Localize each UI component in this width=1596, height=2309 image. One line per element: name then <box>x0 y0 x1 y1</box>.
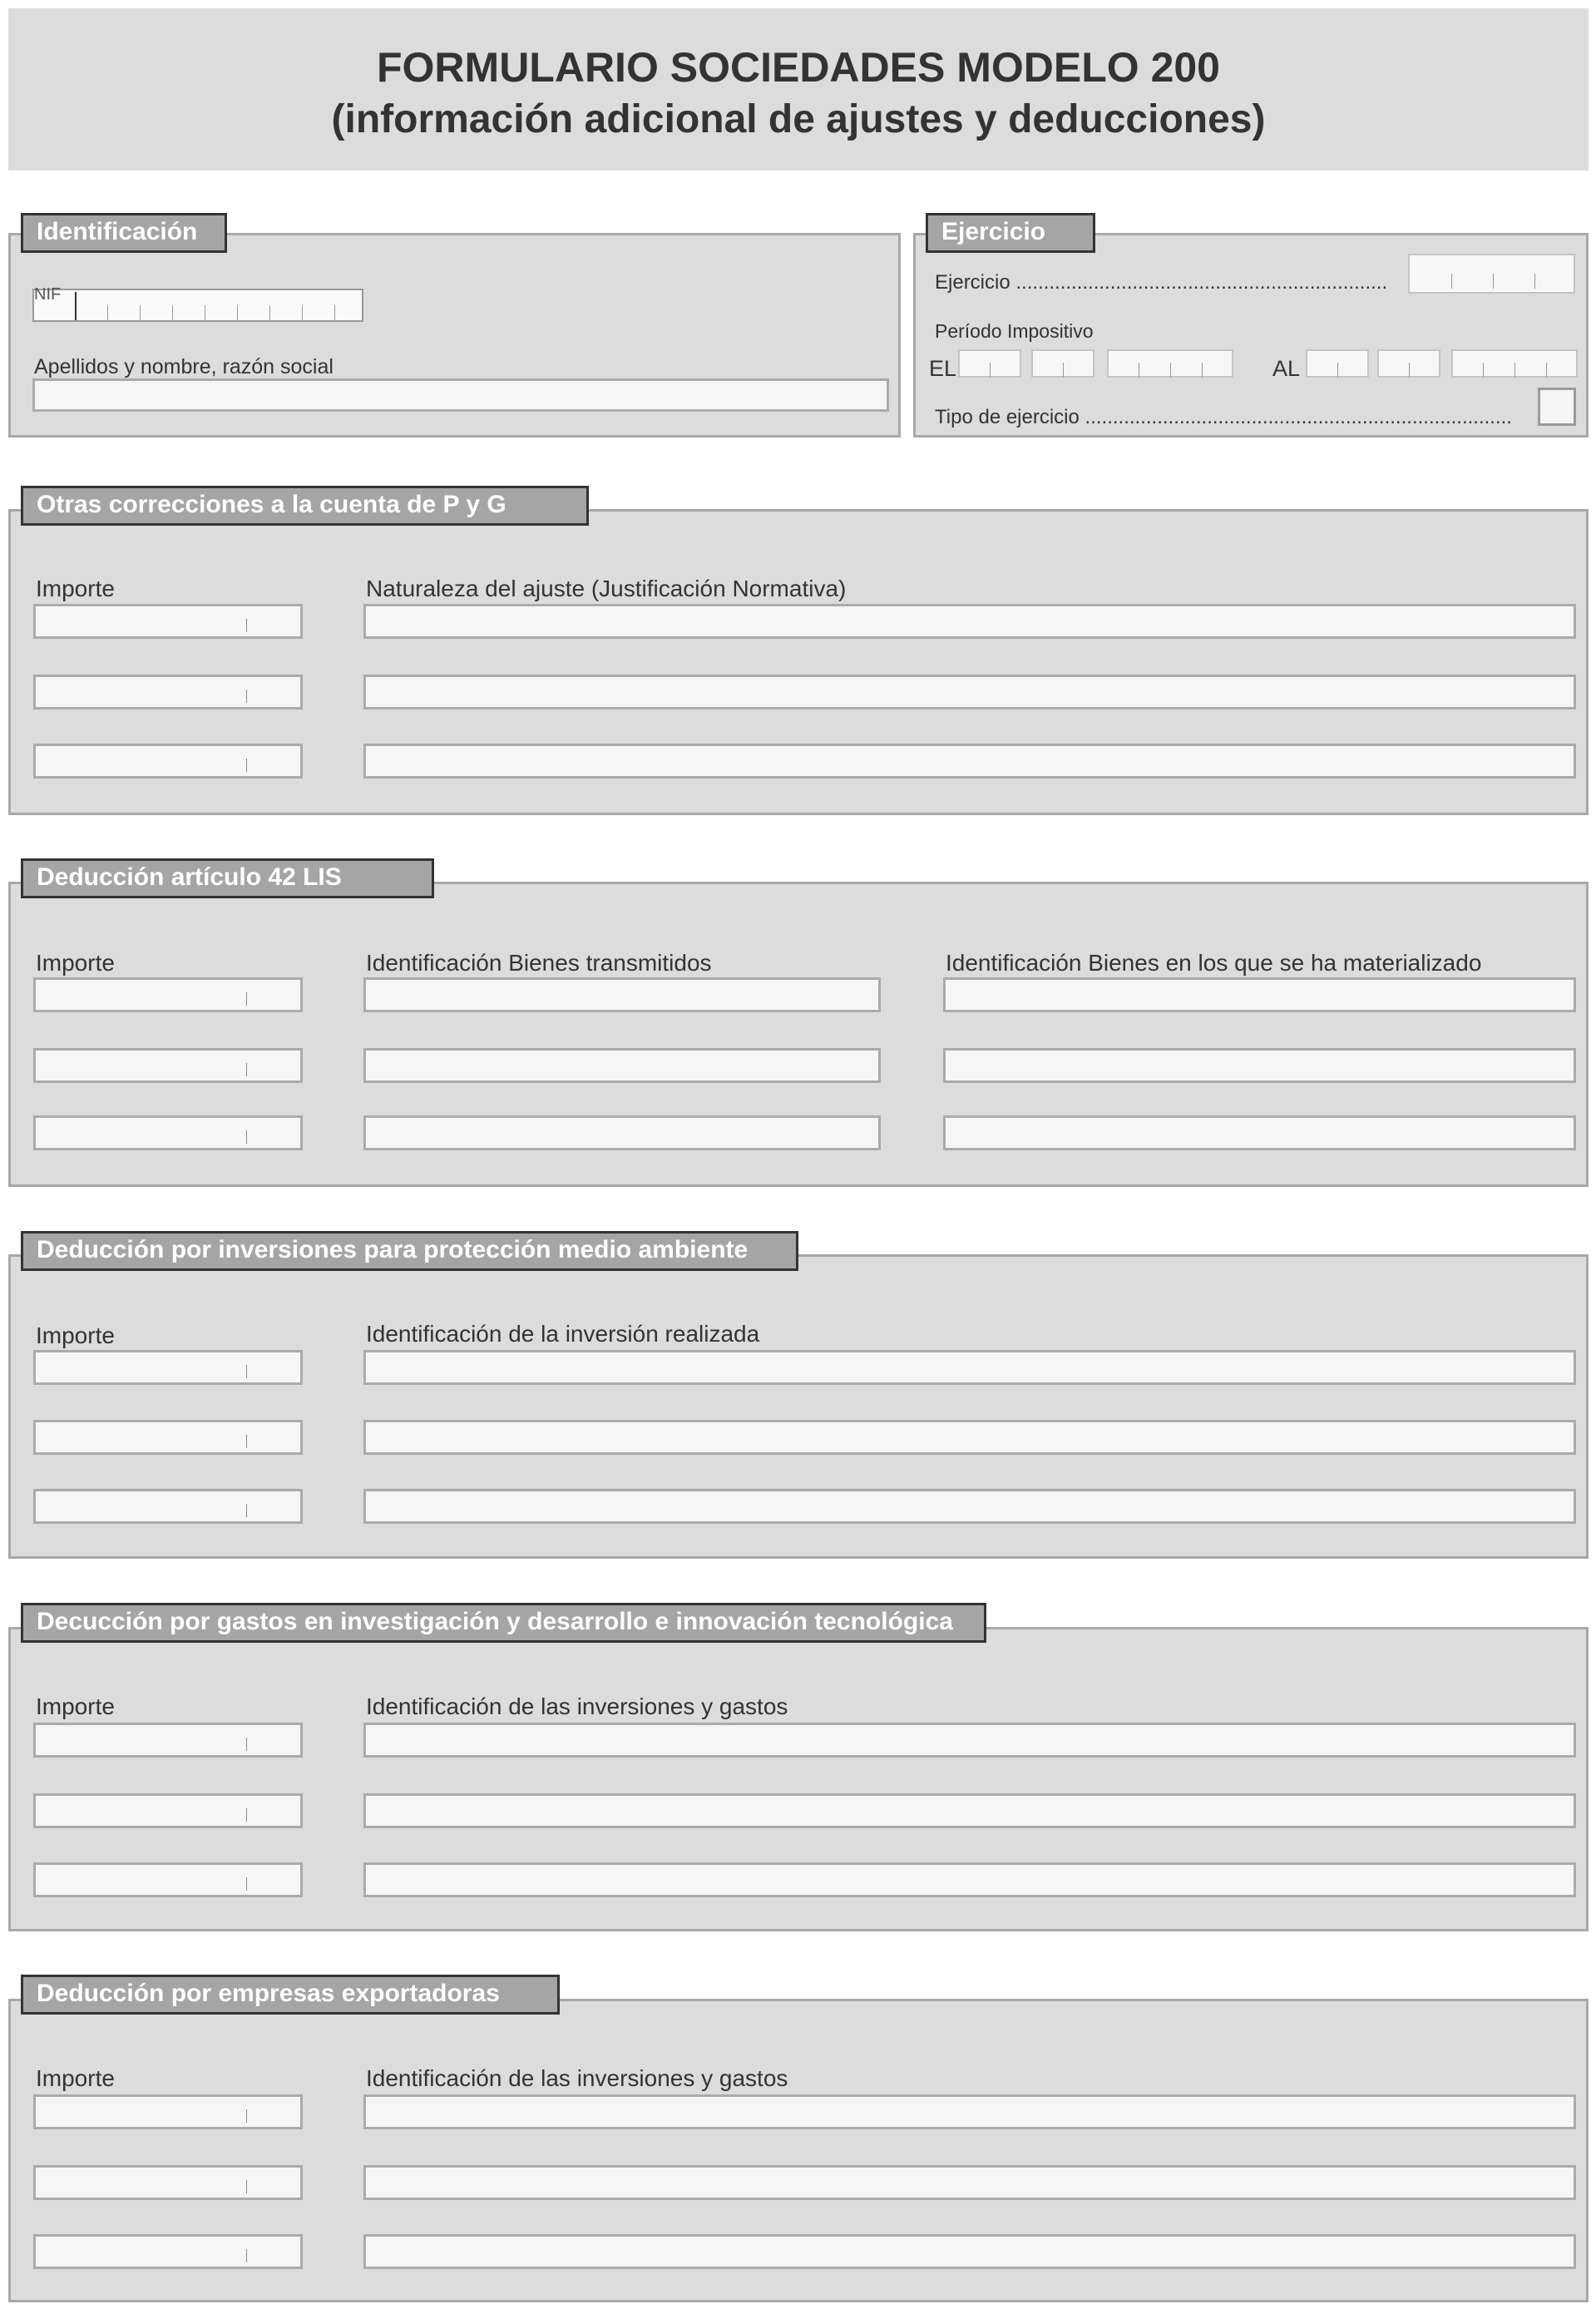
inversiones-gastos-input[interactable] <box>363 2234 1576 2269</box>
ejercicio-label: Ejercicio ................................................................... <box>935 271 1388 294</box>
importe-input[interactable] <box>33 1350 303 1385</box>
al-label: AL <box>1272 356 1301 381</box>
bienes-materializado-input[interactable] <box>943 977 1576 1012</box>
bienes-materializado-input[interactable] <box>943 1048 1576 1083</box>
importe-input[interactable] <box>33 2165 303 2200</box>
form-title: FORMULARIO SOCIEDADES MODELO 200 <box>377 44 1220 91</box>
bienes-materializado-label: Identificación Bienes en los que se ha materializado <box>946 950 1482 976</box>
bienes-transmitidos-input[interactable] <box>363 1048 881 1083</box>
importe-label: Importe <box>36 1693 115 1719</box>
importe-input[interactable] <box>33 744 303 779</box>
bienes-transmitidos-input[interactable] <box>363 1115 881 1150</box>
bienes-materializado-input[interactable] <box>943 1115 1576 1150</box>
nombre-input[interactable] <box>32 378 889 412</box>
importe-input[interactable] <box>33 1489 303 1524</box>
section-deduccion-42-tab: Deducción artículo 42 LIS <box>21 858 434 898</box>
periodo-al-year[interactable] <box>1451 349 1578 378</box>
inversiones-gastos-label: Identificación de las inversiones y gastos <box>366 1693 788 1719</box>
inversiones-gastos-input[interactable] <box>363 2094 1576 2129</box>
periodo-el-month[interactable] <box>1031 349 1094 378</box>
importe-input[interactable] <box>33 1115 303 1150</box>
periodo-label: Período Impositivo <box>935 320 1094 342</box>
bienes-transmitidos-input[interactable] <box>363 977 881 1012</box>
periodo-al-day[interactable] <box>1306 349 1369 378</box>
naturaleza-input[interactable] <box>363 744 1576 779</box>
ejercicio-year-field[interactable] <box>1408 254 1575 294</box>
importe-input[interactable] <box>33 1793 303 1828</box>
inversion-realizada-input[interactable] <box>363 1350 1576 1385</box>
naturaleza-input[interactable] <box>363 675 1576 710</box>
section-otras-correcciones-tab: Otras correcciones a la cuenta de P y G <box>21 486 589 526</box>
periodo-al-month[interactable] <box>1377 349 1440 378</box>
form-header <box>8 8 1589 171</box>
naturaleza-ajuste-label: Naturaleza del ajuste (Justificación Normativa) <box>366 576 847 601</box>
inversiones-gastos-input[interactable] <box>363 2165 1576 2200</box>
importe-input[interactable] <box>33 1723 303 1758</box>
bienes-transmitidos-label: Identificación Bienes transmitidos <box>366 950 712 976</box>
importe-input[interactable] <box>33 1048 303 1083</box>
importe-input[interactable] <box>33 1420 303 1455</box>
nombre-label: Apellidos y nombre, razón social <box>34 355 334 378</box>
inversiones-gastos-input[interactable] <box>363 1862 1576 1897</box>
naturaleza-input[interactable] <box>363 604 1576 639</box>
inversion-realizada-input[interactable] <box>363 1420 1576 1455</box>
identificacion-tab: Identificación <box>21 213 227 253</box>
inversiones-gastos-input[interactable] <box>363 1793 1576 1828</box>
section-investigacion-desarrollo-tab: Decucción por gastos en investigación y desarrollo e innovación tecnológica <box>21 1603 986 1643</box>
inversion-realizada-input[interactable] <box>363 1489 1576 1524</box>
importe-label: Importe <box>36 950 115 976</box>
form-subtitle: (información adicional de ajustes y deducciones) <box>331 97 1266 141</box>
importe-label: Importe <box>36 576 115 601</box>
tipo-ejercicio-checkbox[interactable] <box>1538 388 1576 426</box>
importe-input[interactable] <box>33 1862 303 1897</box>
tipo-ejercicio-label: Tipo de ejercicio ............................................................................. <box>935 406 1512 428</box>
importe-input[interactable] <box>33 675 303 710</box>
section-medio-ambiente-tab: Deducción por inversiones para protección medio ambiente <box>21 1231 798 1271</box>
periodo-el-day[interactable] <box>958 349 1021 378</box>
importe-input[interactable] <box>33 2234 303 2269</box>
importe-label: Importe <box>36 1323 115 1348</box>
periodo-el-year[interactable] <box>1107 349 1233 378</box>
section-empresas-exportadoras-tab: Deducción por empresas exportadoras <box>21 1975 560 2015</box>
inversiones-gastos-input[interactable] <box>363 1723 1576 1758</box>
el-label: EL <box>929 356 957 381</box>
nif-label: NIF <box>34 285 62 304</box>
importe-input[interactable] <box>33 604 303 639</box>
ejercicio-tab: Ejercicio <box>926 213 1095 253</box>
inversion-realizada-label: Identificación de la inversión realizada <box>366 1321 760 1347</box>
importe-input[interactable] <box>33 2094 303 2129</box>
inversiones-gastos-label: Identificación de las inversiones y gastos <box>366 2065 788 2091</box>
importe-label: Importe <box>36 2065 115 2091</box>
importe-input[interactable] <box>33 977 303 1012</box>
nif-field[interactable] <box>32 289 363 322</box>
